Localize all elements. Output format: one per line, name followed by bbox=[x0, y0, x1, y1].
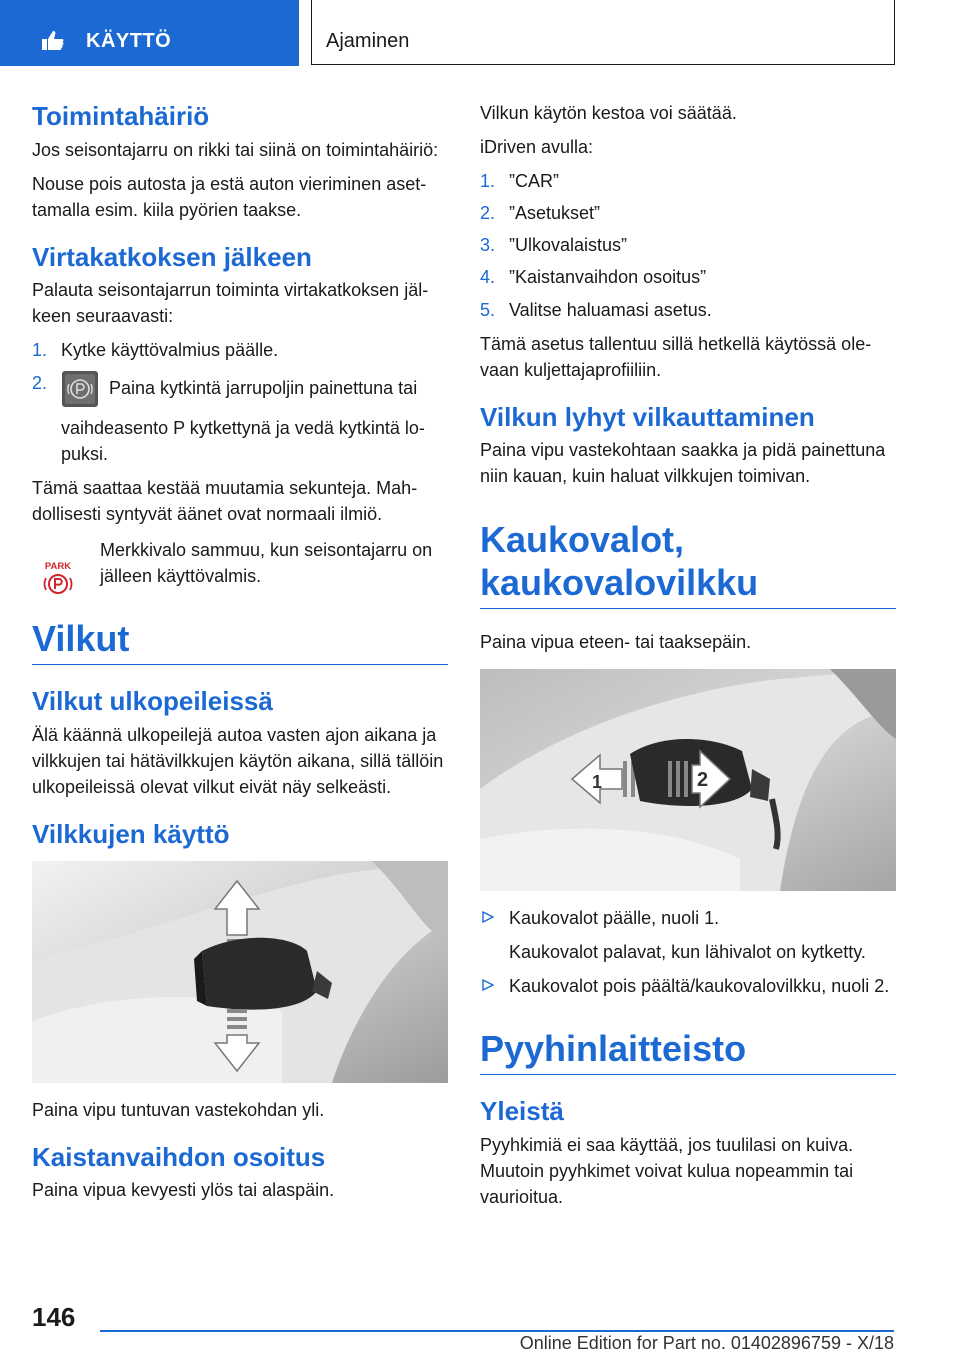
list-item bbox=[480, 232, 896, 258]
power-outage-note: Tämä saattaa kestää muutamia sekunteja. Mahdollisesti syntyvät äänet ovat normaali ilmiö. bbox=[32, 477, 418, 524]
footer-divider bbox=[100, 1330, 894, 1332]
svg-text:PARK: PARK bbox=[44, 561, 72, 573]
power-outage-intro: Palauta seisontajarrun toiminta virtakatkoksen jälkeen seuraavasti: bbox=[32, 280, 429, 327]
high-beam-list bbox=[480, 905, 896, 999]
step-number: 2. bbox=[480, 203, 496, 224]
step-text: ”Ulkovalaistus” bbox=[509, 235, 628, 256]
edition-text: Online Edition for Part no. 01402896759 - X/18 bbox=[519, 1333, 894, 1353]
duration-text-1: Vilkun käytön kestoa voi säätää. bbox=[480, 103, 737, 123]
turn-signal-lever-illustration bbox=[32, 861, 448, 1083]
idrive-steps bbox=[480, 168, 896, 322]
signal-lever-figure bbox=[32, 861, 448, 1083]
item-subtext: Kaukovalot palavat, kun lähivalot on kytketty. bbox=[509, 942, 866, 963]
section-header bbox=[311, 0, 895, 65]
heading-wipers: Pyyhinlaitteisto bbox=[480, 1028, 747, 1070]
high-beam-text: Paina vipua eteen- tai taaksepäin. bbox=[480, 631, 752, 652]
parking-brake-button-icon bbox=[61, 370, 99, 415]
heading-lane-change: Kaistanvaihdon osoitus bbox=[32, 1141, 326, 1172]
list-item bbox=[480, 168, 896, 194]
hand-pointer-icon bbox=[40, 30, 66, 52]
step-text: ”Asetukset” bbox=[509, 203, 601, 224]
list-item bbox=[32, 370, 448, 467]
right-column bbox=[480, 100, 896, 1218]
heading-wipers-general: Yleistä bbox=[480, 1096, 564, 1127]
chapter-tab[interactable] bbox=[0, 0, 299, 66]
item-text: Kaukovalot pois päältä/kaukovalovilkku, nuoli 2. bbox=[509, 976, 890, 997]
step-text: Valitse haluamasi asetus. bbox=[509, 299, 712, 320]
malfunction-text-2: Nouse pois autosta ja estä auton vieriminen asettamalla esim. kiila pyörien taakse. bbox=[32, 173, 427, 220]
wipers-general-text: Pyyhkimiä ei saa käyttää, jos tuulilasi on kuiva. Muutoin pyyhkimet voivat kulua nopeammin tai vaurioitua. bbox=[480, 1134, 854, 1208]
arrow-1-label: 1 bbox=[592, 772, 603, 792]
mirror-signals-text: Älä käännä ulkopeilejä autoa vasten ajon aikana ja vilkkujen tai hätävilkkujen käytön aikana, sillä tällöin ulkopeileissä olevat vilkut eivät näy selkeästi. bbox=[32, 724, 444, 798]
left-column bbox=[32, 100, 448, 1211]
duration-text-2: iDriven avulla: bbox=[480, 137, 594, 158]
list-item bbox=[480, 264, 896, 290]
high-beam-figure bbox=[480, 669, 896, 891]
arrow-2-label: 2 bbox=[697, 769, 709, 791]
power-outage-steps bbox=[32, 337, 448, 466]
list-item bbox=[480, 905, 896, 965]
heading-high-beam-wrap bbox=[480, 518, 896, 609]
step-text: ”CAR” bbox=[509, 171, 559, 192]
indicator-note bbox=[32, 537, 448, 589]
lane-change-text: Paina vipua kevyesti ylös tai alaspäin. bbox=[32, 1180, 335, 1201]
step-number: 2. bbox=[32, 372, 48, 393]
heading-malfunction: Toimintahäiriö bbox=[32, 101, 210, 131]
section-title: Ajaminen bbox=[326, 30, 410, 52]
step-number: 1. bbox=[480, 171, 496, 192]
heading-high-beam: Kaukovalot, kaukovalovilkku bbox=[480, 518, 759, 603]
heading-wipers-wrap bbox=[480, 1027, 896, 1075]
signal-usage-caption: Paina vipu tuntuvan vastekohdan yli. bbox=[32, 1099, 325, 1120]
heading-power-outage: Virtakatkoksen jälkeen bbox=[32, 241, 312, 272]
step-number: 3. bbox=[480, 235, 496, 256]
heading-turn-signals-wrap bbox=[32, 617, 448, 665]
step-text: Kytke käyttövalmius päälle. bbox=[61, 340, 279, 361]
heading-short-flash: Vilkun lyhyt vilkauttaminen bbox=[480, 401, 815, 432]
list-item bbox=[480, 200, 896, 226]
short-flash-text: Paina vipu vastekohtaan saakka ja pidä painettuna niin kauan, kuin haluat vilkkujen toimivan. bbox=[480, 440, 886, 487]
step-number: 4. bbox=[480, 267, 496, 288]
step-text: Paina kytkintä jarrupoljin painettuna tai vaihdeasento P kytkettynä ja vedä kytkintä lopuksi. bbox=[61, 377, 425, 464]
heading-signal-usage: Vilkkujen käyttö bbox=[32, 819, 230, 850]
triangle-bullet-icon bbox=[482, 979, 494, 991]
park-brake-indicator-icon bbox=[40, 559, 76, 600]
heading-mirror-signals: Vilkut ulkopeileissä bbox=[32, 686, 273, 717]
step-text: ”Kaistanvaihdon osoitus” bbox=[509, 267, 707, 288]
page-number: 146 bbox=[32, 1302, 76, 1332]
chapter-tab-label: KÄYTTÖ bbox=[86, 30, 172, 52]
indicator-note-text: Merkkivalo sammuu, kun seisontajarru on jälleen käyttövalmis. bbox=[100, 540, 433, 587]
list-item bbox=[480, 297, 896, 323]
duration-note: Tämä asetus tallentuu sillä hetkellä käytössä olevaan kuljettajaprofiiliin. bbox=[480, 333, 872, 380]
list-item bbox=[32, 337, 448, 363]
malfunction-text-1: Jos seisontajarru on rikki tai siinä on toimintahäiriö: bbox=[32, 139, 439, 160]
step-number: 5. bbox=[480, 299, 496, 320]
triangle-bullet-icon bbox=[482, 911, 494, 923]
step-number: 1. bbox=[32, 340, 48, 361]
heading-turn-signals: Vilkut bbox=[32, 618, 130, 660]
item-text: Kaukovalot päälle, nuoli 1. bbox=[509, 908, 720, 928]
list-item bbox=[480, 973, 896, 999]
high-beam-lever-illustration bbox=[480, 669, 896, 891]
